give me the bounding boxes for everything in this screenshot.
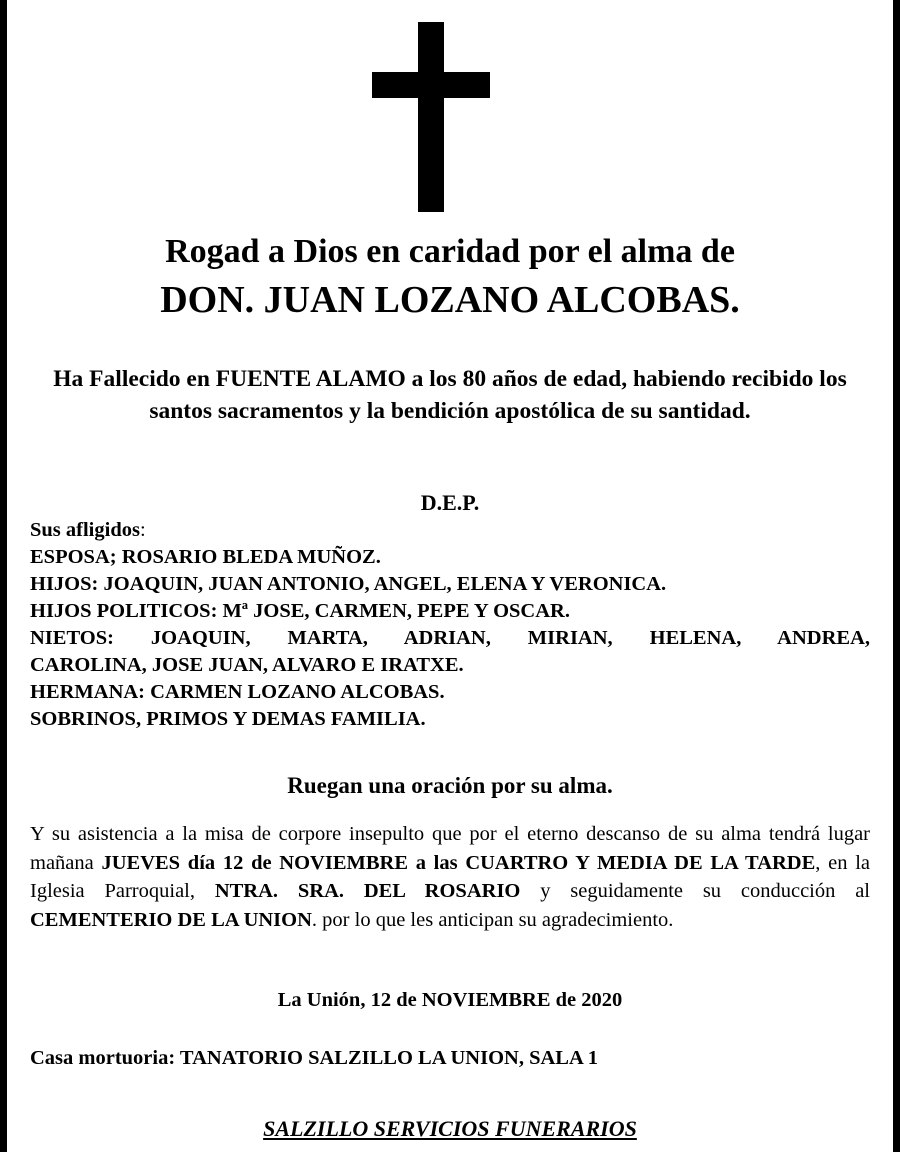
deceased-name: DON. JUAN LOZANO ALCOBAS. [160,279,740,321]
family-others: SOBRINOS, PRIMOS Y DEMAS FAMILIA. [30,708,426,730]
family-label: Sus afligidos: [30,519,146,541]
mass-details: Y su asistencia a la misa de corpore insepulto que por el eterno descanso de su alma tendrá lugar mañana JUEVES día 12 de NOVIEMBRE a las CUARTRO Y MEDIA DE LA TARDE, en la Iglesia Parroquial, NTRA. SRA. DEL ROSARIO y seguidamente su conducción al CEMENTERIO DE LA UNION. por lo que les anticipan su agradecimiento. [30,823,870,931]
death-announcement: Ha Fallecido en FUENTE ALAMO a los 80 años de edad, habiendo recibido los santos sacramentos y la bendición apostólica de su santidad. [53,366,847,424]
date-place: La Unión, 12 de NOVIEMBRE de 2020 [277,989,623,1011]
family-children-in-law: HIJOS POLITICOS: Mª JOSE, CARMEN, PEPE Y OSCAR. [30,600,570,622]
funeral-service-name: SALZILLO SERVICIOS FUNERARIOS [263,1116,637,1141]
family-children: HIJOS: JOAQUIN, JUAN ANTONIO, ANGEL, ELENA Y VERONICA. [30,573,667,595]
family-spouse: ESPOSA; ROSARIO BLEDA MUÑOZ. [30,546,381,568]
heading-prayer: Rogad a Dios en caridad por el alma de [165,233,735,270]
cross-icon [372,22,490,212]
family-sister: HERMANA: CARMEN LOZANO ALCOBAS. [30,681,445,703]
dep-text: D.E.P. [420,490,480,515]
prayer-request: Ruegan una oración por su alma. [287,773,613,798]
funeral-home: Casa mortuoria: TANATORIO SALZILLO LA UNION, SALA 1 [30,1047,599,1069]
family-grandchildren: NIETOS: JOAQUIN, MARTA, ADRIAN, MIRIAN, HELENA, ANDREA, [30,627,870,649]
family-list [30,517,870,733]
family-grandchildren-cont: CAROLINA, JOSE JUAN, ALVARO E IRATXE. [30,654,464,676]
